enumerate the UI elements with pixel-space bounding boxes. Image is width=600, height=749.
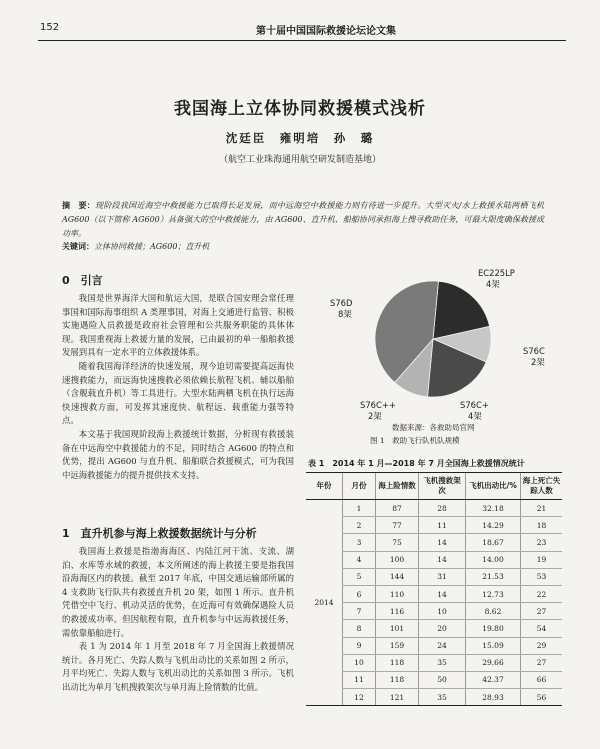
col-header-year: 年份 [306,473,343,500]
table-cell: 19 [521,551,563,568]
table-row [306,671,562,688]
table-cell: 12 [343,689,376,706]
abstract-label: 摘 要： [62,201,96,210]
table-cell: 75 [376,534,419,551]
table-cell: 8.62 [466,603,521,620]
table-cell: 21.53 [466,568,521,585]
pie-label: S76C 2架 [523,346,545,367]
header-rule [38,40,566,41]
year-cell: 2014 [306,500,343,706]
table-cell: 11 [343,671,376,688]
table-cell: 18 [521,517,563,534]
table-cell: 14 [419,551,466,568]
table-cell: 9 [343,637,376,654]
table-cell: 31 [419,568,466,585]
section1-paragraph: 表 1 为 2014 年 1 月至 2018 年 7 月全国海上救援情况统计。各月死亡、失踪人数与飞机出动比的关系如图 2 所示，月平均死亡、失踪人数与飞机出动比的关系如图 3 所示。飞机出动比为单月飞机搜救架次与单月海上险情数的比值。 [62,641,294,692]
table-cell: 27 [521,654,563,671]
paper-authors: 沈廷臣 雍明培 孙 璐 [225,131,375,145]
table-cell: 2 [343,517,376,534]
table-cell: 56 [521,689,563,706]
table-cell: 10 [343,654,376,671]
table-cell: 27 [521,603,563,620]
table1 [306,472,562,706]
figure1-caption: 图 1 救助飞行队机队规模 [370,436,460,445]
table-cell: 14 [419,534,466,551]
table-cell: 12.73 [466,585,521,602]
table-cell: 159 [376,637,419,654]
table-cell: 1 [343,500,376,517]
abstract [62,199,544,241]
table-cell: 5 [343,568,376,585]
table-cell: 66 [521,671,563,688]
col-header-casualties: 海上死亡失踪人数 [521,473,563,500]
table-cell: 121 [376,689,419,706]
table-row [306,654,562,671]
page-number: 152 [40,22,60,33]
table-cell: 21 [521,500,563,517]
section-heading-1: 1 直升机参与海上救援数据统计与分析 [62,527,257,540]
table-cell: 10 [419,603,466,620]
section1-body [62,545,294,695]
table-cell: 28 [419,500,466,517]
table-row [306,585,562,602]
col-header-sorties: 飞机搜救架次 [419,473,466,500]
table-cell: 50 [419,671,466,688]
table-cell: 8 [343,620,376,637]
table-cell: 22 [521,585,563,602]
table-cell: 28.93 [466,689,521,706]
table-row [306,517,562,534]
table1-caption: 表 1 2014 年 1 月—2018 年 7 月全国海上救援情况统计 [308,459,525,468]
table-header-row [306,473,562,500]
table-cell: 24 [419,637,466,654]
table-cell: 53 [521,568,563,585]
table-cell: 7 [343,603,376,620]
intro-paragraph: 本文基于我国现阶段海上救援统计数据，分析现有救援装备在中远海空中救援能力的不足，同时结合 AG600 的特点和优势，提出 AG600 与直升机、船舶联合救援模式，可为我国中远海救援能力的提升提供技术支持。 [62,428,294,480]
section-heading-intro: 0 引言 [62,274,103,287]
table-cell: 144 [376,568,419,585]
table-cell: 14.29 [466,517,521,534]
table-cell: 118 [376,654,419,671]
table-cell: 35 [419,654,466,671]
table-cell: 14 [419,585,466,602]
intro-paragraph: 随着我国海洋经济的快速发展，现今迫切需要提高远海快速搜救能力，而远海快速搜救必须依赖长航程飞机、辅以船舶（含舰载直升机）等工具进行。大型水陆两栖飞机在执行远海快速搜救方面，可发挥其速度快、航程远、载重能力强等特点。 [62,360,294,426]
table-cell: 14.00 [466,551,521,568]
table-cell: 18.67 [466,534,521,551]
table-row [306,620,562,637]
table-cell: 29.66 [466,654,521,671]
figure1-pie-chart [300,262,570,422]
table-row [306,603,562,620]
table-cell: 118 [376,671,419,688]
keywords-text: 立体协同救援；AG600；直升机 [94,242,210,251]
table-cell: 32.18 [466,500,521,517]
pie-label: EC225LP 4架 [478,268,515,289]
table-row [306,534,562,551]
table-cell: 87 [376,500,419,517]
abstract-text: 现阶段我国近海空中救援能力已取得长足发展，而中远海空中救援能力则有待进一步提升。大型灭火/水上救援水陆两栖飞机 AG600（以下简称 AG600）具备强大的空中救援能力，由 AG600、直升机、船舶协同承担海上搜寻救助任务，可最大限度确保救援成功率。 [62,201,544,238]
table-row [306,551,562,568]
keywords-label: 关键词： [62,242,94,251]
intro-body [62,292,294,482]
table-row [306,568,562,585]
section1-paragraph: 我国海上救援是指渤海海区、内陆江河干流、支流、湖泊、水库等水域的救援，本文所阐述的海上救援主要是指我国沿海海区内的救援。截至 2017 年底，中国交通运输部所属的 4 支救助飞行队共有救援直升机 20 架，如图 1 所示。直升机凭借空中飞行、机动灵活的优势，在近海可有效确保遇险人员的救援成功率。但因航程有限，直升机参与中远海救援任务，需依靠船舶进行。 [62,546,294,638]
table-cell: 110 [376,585,419,602]
table-cell: 54 [521,620,563,637]
table-cell: 20 [419,620,466,637]
col-header-month: 月份 [343,473,376,500]
paper-affiliation: （航空工业珠海通用航空研发制造基地） [218,155,381,165]
table-cell: 101 [376,620,419,637]
keywords [62,241,544,252]
intro-paragraph: 我国是世界海洋大国和航运大国，是联合国安理会常任理事国和国际海事组织 A 类理事国，对海上交通进行监管、积极实施遇险人员救援是政府社会管理和公共服务职能的具体体现。我国重视海上救援力量的发展，已由最初的单一船舶救援发展到具有一定水平的立体救援体系。 [62,293,294,358]
table-cell: 3 [343,534,376,551]
pie-label: S76D 8架 [330,298,353,319]
table-row [306,500,562,517]
table-cell: 6 [343,585,376,602]
paper-title: 我国海上立体协同救援模式浅析 [174,99,426,119]
table-cell: 23 [521,534,563,551]
table-cell: 29 [521,637,563,654]
running-title: 第十届中国国际救援论坛论文集 [256,26,396,37]
table-cell: 4 [343,551,376,568]
table-cell: 42.37 [466,671,521,688]
col-header-ratio: 飞机出动比/% [466,473,521,500]
col-header-incidents: 海上险情数 [376,473,419,500]
table-cell: 19.80 [466,620,521,637]
table-cell: 100 [376,551,419,568]
table-cell: 35 [419,689,466,706]
table-cell: 116 [376,603,419,620]
table-cell: 15.09 [466,637,521,654]
figure1-source: 数据来源：各救助局官网 [392,423,475,432]
table-row [306,689,562,706]
table-cell: 11 [419,517,466,534]
pie-label: S76C+ 4架 [460,400,489,421]
table-cell: 77 [376,517,419,534]
pie-label: S76C++ 2架 [360,400,396,421]
table-row [306,637,562,654]
